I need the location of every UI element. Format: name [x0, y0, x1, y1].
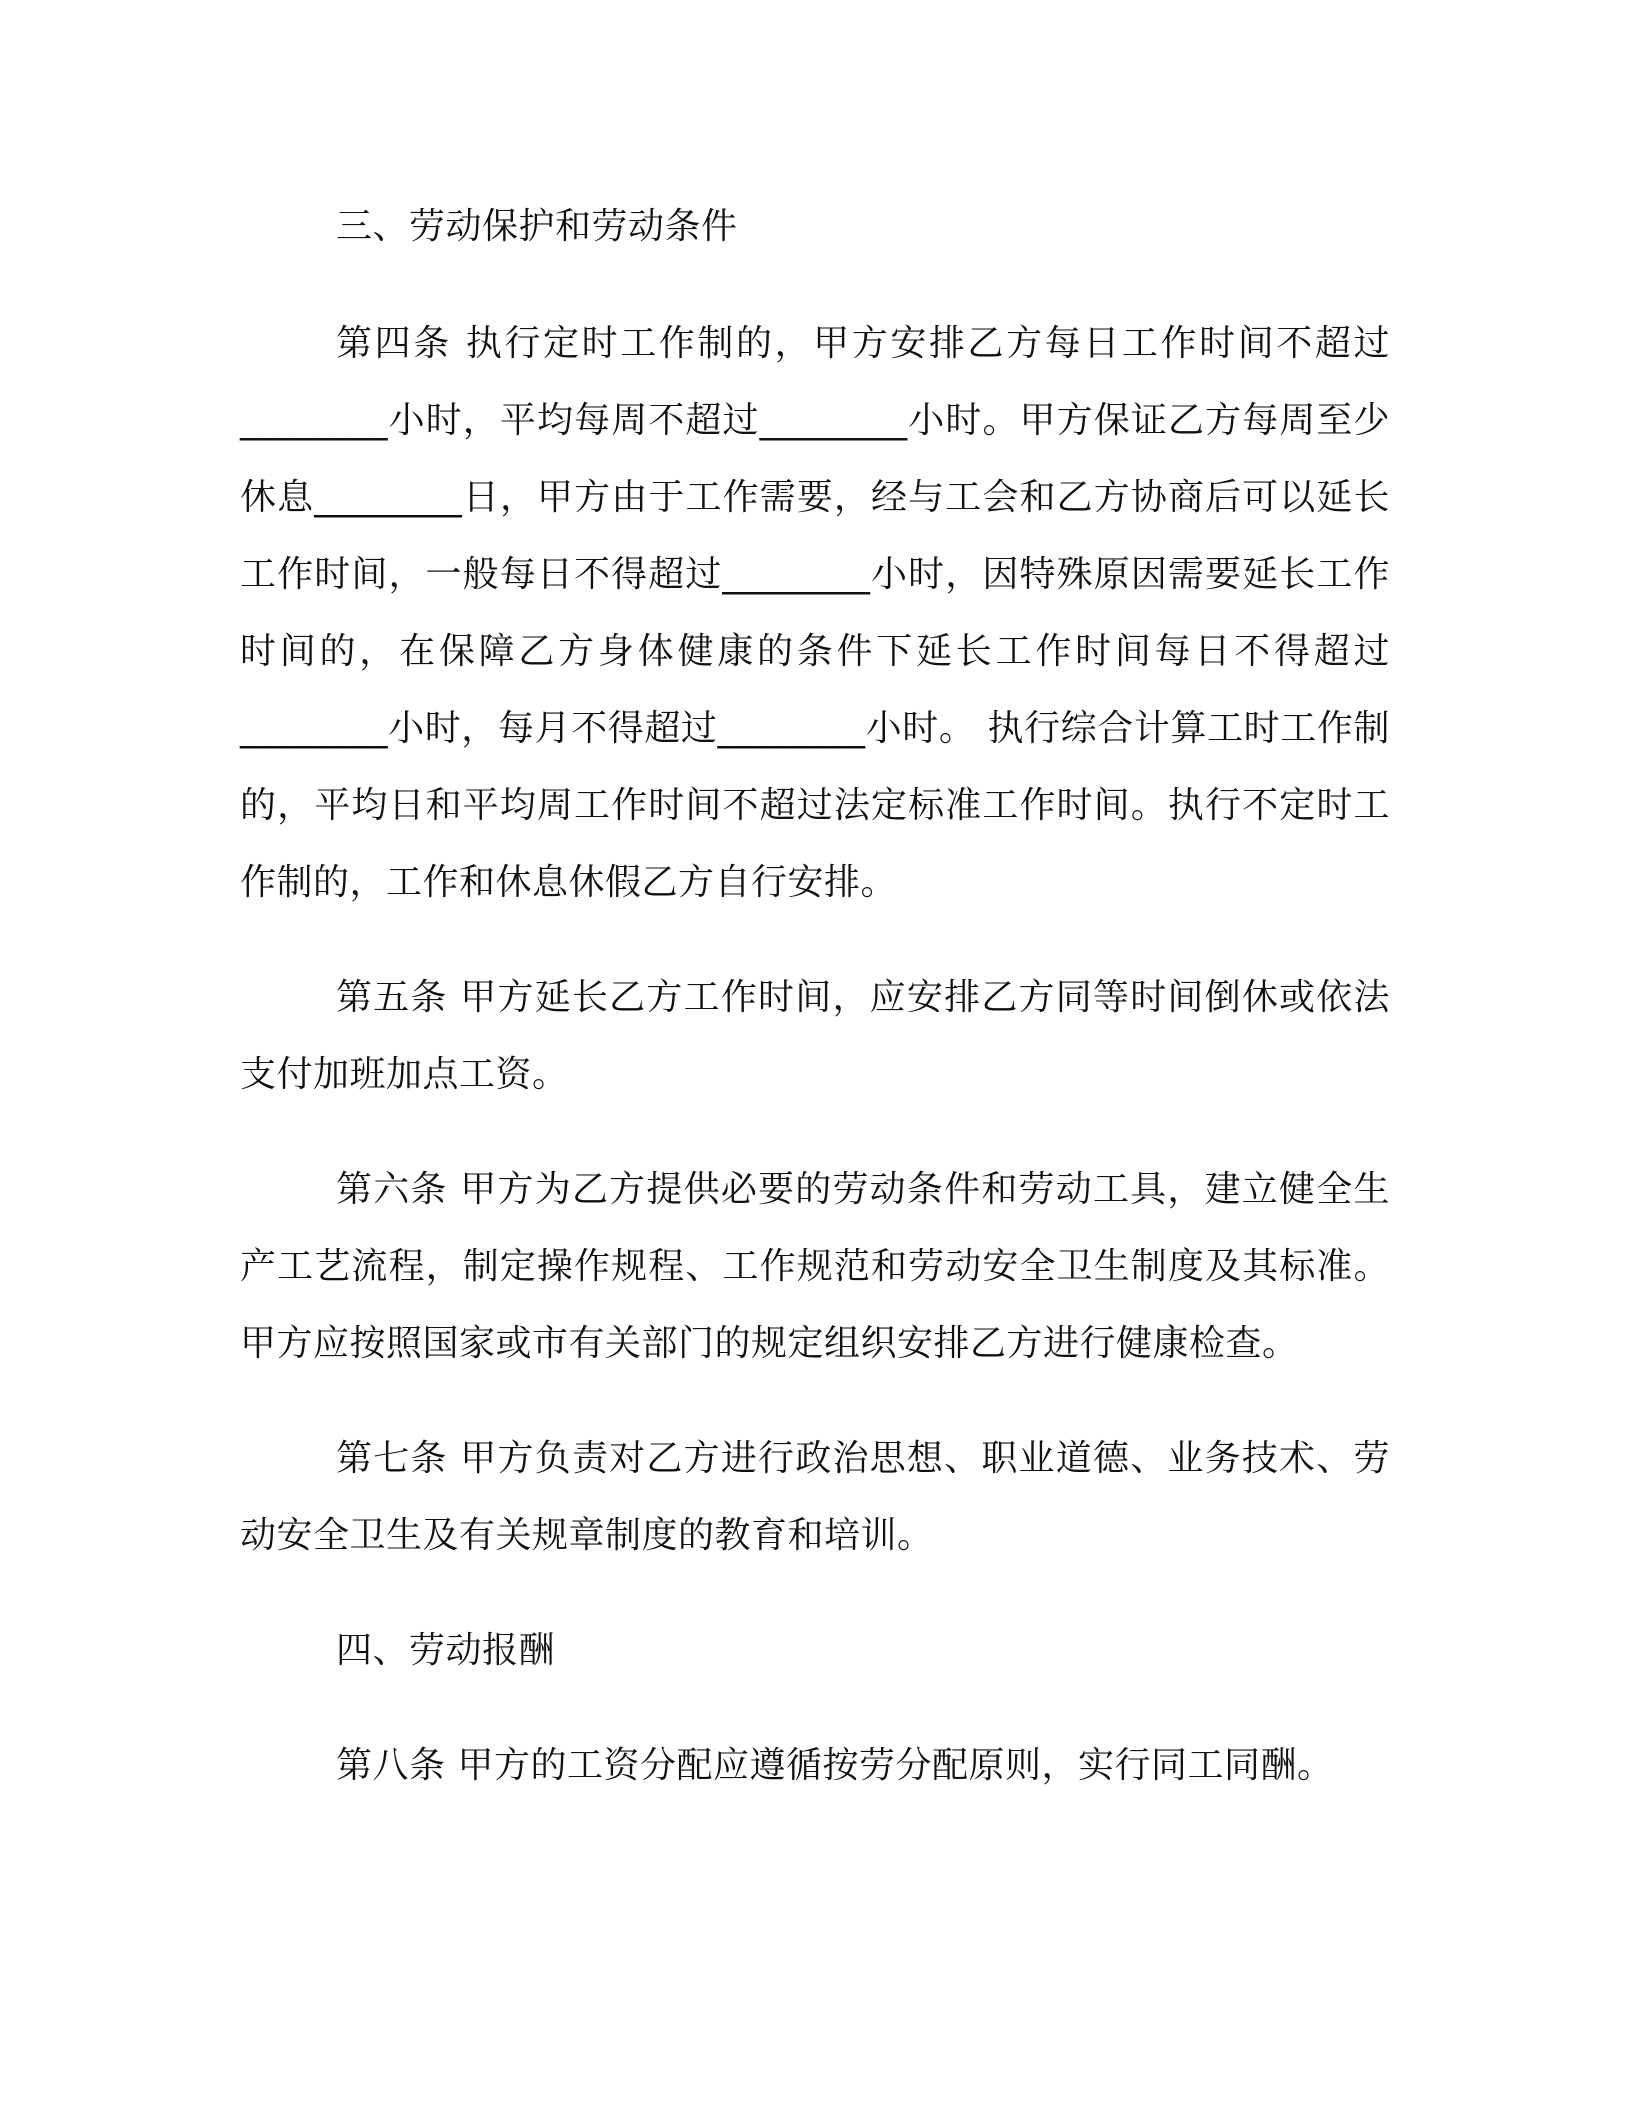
article-7-paragraph: 第七条 甲方负责对乙方进行政治思想、职业道德、业务技术、劳动安全卫生及有关规章制度的教育和培训。: [240, 1438, 1390, 1556]
article-5-paragraph: 第五条 甲方延长乙方工作时间，应安排乙方同等时间倒休或依法支付加班加点工资。: [240, 977, 1390, 1095]
section-heading-labor-remuneration: 四、劳动报酬: [336, 1630, 556, 1671]
document-body: [240, 188, 1390, 1804]
article-4-paragraph: 第四条 执行定时工作制的，甲方安排乙方每日工作时间不超过________小时，平均每周不超过________小时。甲方保证乙方每周至少休息________日，甲方由于工作需要，经与工会和乙方协商后可以延长工作时间，一般每日不得超过________小时，因特殊原因需要延长工作时间的，在保障乙方身体健康的条件下延长工作时间每日不得超过________小时，每月不得超过________小时。 执行综合计算工时工作制的，平均日和平均周工作时间不超过法定标准工作时间。执行不定时工作制的，工作和休息休假乙方自行安排。: [240, 323, 1390, 903]
article-6-paragraph: 第六条 甲方为乙方提供必要的劳动条件和劳动工具，建立健全生产工艺流程，制定操作规程、工作规范和劳动安全卫生制度及其标准。甲方应按照国家或市有关部门的规定组织安排乙方进行健康检查。: [240, 1169, 1390, 1364]
section-heading-labor-protection: 三、劳动保护和劳动条件: [336, 206, 738, 247]
article-8-paragraph: 第八条 甲方的工资分配应遵循按劳分配原则，实行同工同酬。: [336, 1745, 1334, 1786]
